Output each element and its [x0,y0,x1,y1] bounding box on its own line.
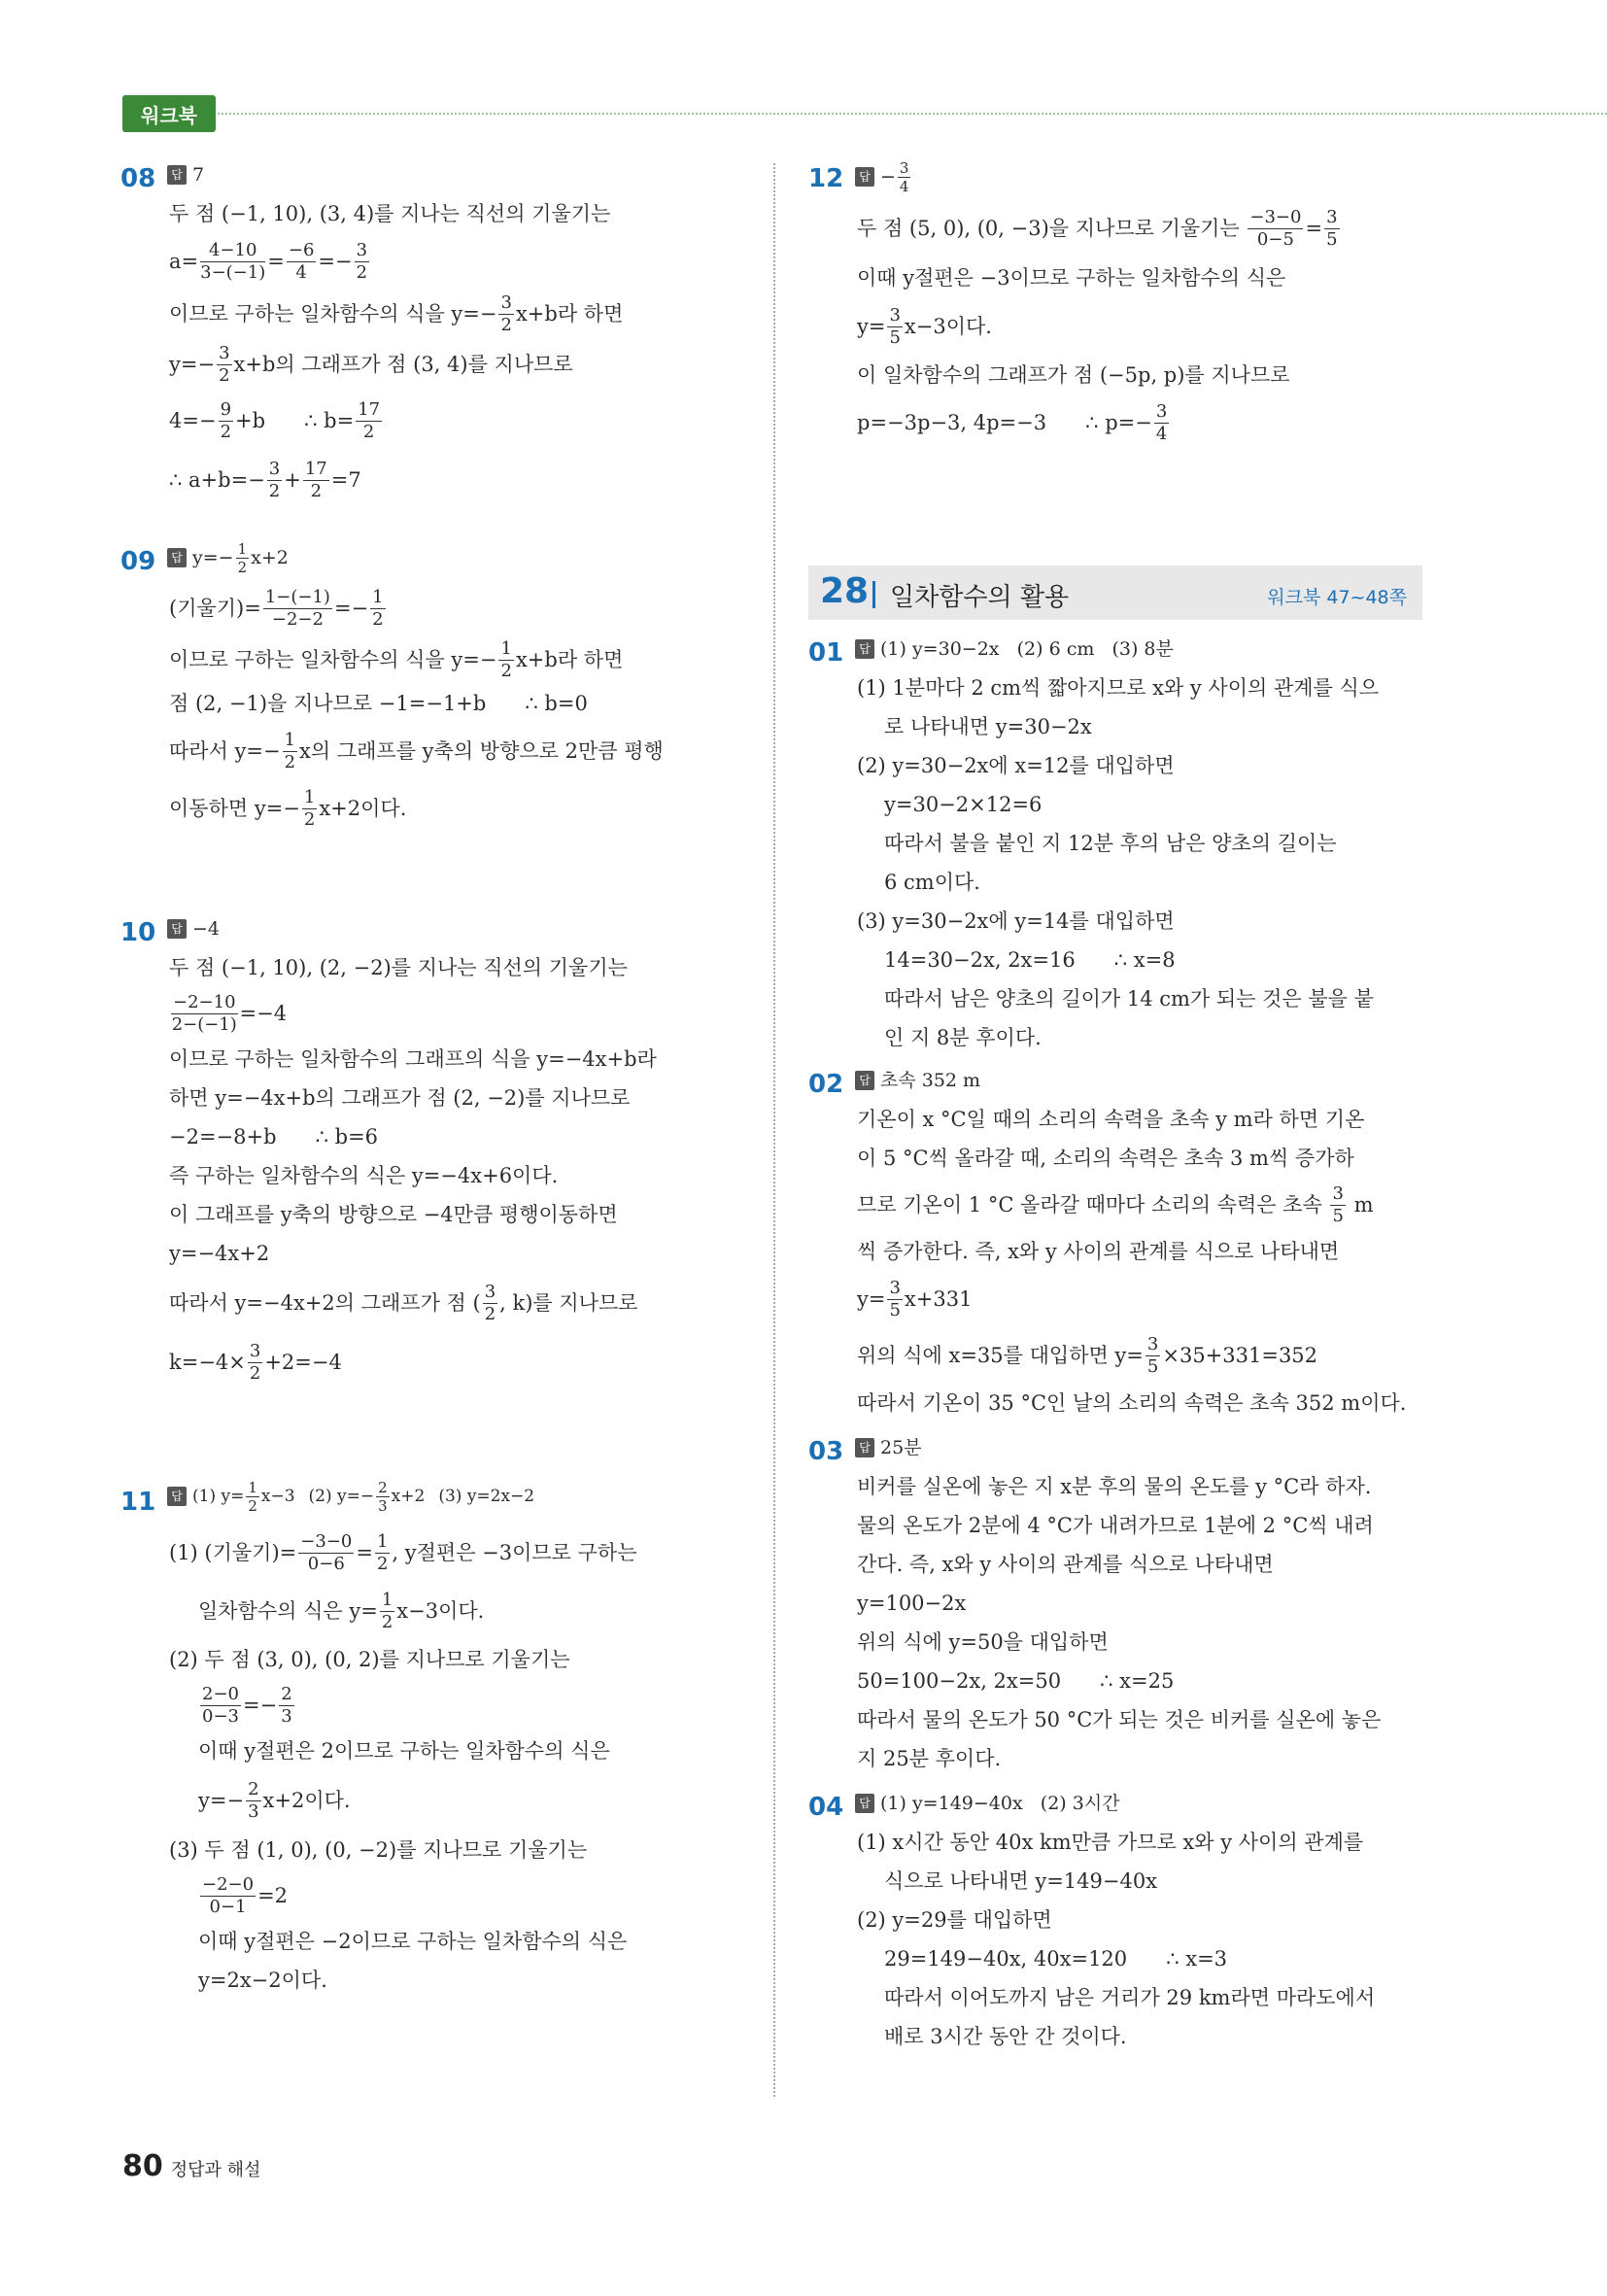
answer-badge: 답 [855,1438,874,1457]
section-header [808,565,1422,620]
fraction: $\frac{-6}{4}$ [288,239,315,283]
problem-04 [808,1784,1430,2056]
section-number: 28 [820,571,870,611]
solution-line: a= $\frac{4-10}{3-(-1)}$ = $\frac{-6}{4}$ =− $\frac{3}{2}$ [169,239,368,283]
solution-line: (3) y=30−2x에 y=14를 대입하면 [857,909,1175,933]
fraction: $\frac{2}{3}$ [281,1683,292,1727]
solution-line: y=2x−2이다. [198,1969,327,1992]
solution-line: 따라서 물의 온도가 50 °C가 되는 것은 비커를 실온에 놓은 [857,1708,1382,1731]
problem-02 [808,1061,1430,1422]
answer-line: 답 (1) y= $\frac{1}{2}$ x−3 (2) y=− $\frac{2}{3}$ x+2 (3) y=2x−2 [167,1469,742,1524]
fraction: $\frac{-2-0}{0-1}$ [202,1873,255,1917]
fraction: $\frac{1}{2}$ [500,637,512,681]
solution-line: 식으로 나타내면 y=149−40x [884,1869,1158,1893]
solution-line: 간다. 즉, x와 y 사이의 관계를 식으로 나타내면 [857,1553,1274,1576]
fraction: $\frac{1}{2}$ [372,586,384,630]
answer-line: 답 25분 [855,1428,1430,1467]
solution-line: 50=100−2x, 2x=50 ∴ x=25 [857,1669,1175,1693]
section-bar [872,581,875,608]
solution-line: 이때 y절편은 2이므로 구하는 일차함수의 식은 [198,1739,610,1763]
solution-line: 14=30−2x, 2x=16 ∴ x=8 [884,948,1176,972]
problem-11 [120,1469,742,2000]
answer-line: 답 − $\frac{3}{4}$ [855,155,1430,198]
answer-badge: 답 [167,1487,187,1506]
answer-text: 7 [192,164,205,186]
solution-line: y=− $\frac{2}{3}$ x+2이다. [198,1778,351,1822]
fraction: $\frac{9}{2}$ [220,398,232,442]
solution-line: ∴ a+b=− $\frac{3}{2}$ + $\frac{17}{2}$ =7 [169,458,361,501]
answer-badge: 답 [855,639,874,659]
solution-line: 이므로 구하는 일차함수의 식을 y=− $\frac{1}{2}$ x+b라 하면 [169,637,624,681]
solution-line: 배로 3시간 동안 간 것이다. [884,2025,1127,2048]
page-footer [122,2149,260,2183]
solution-line: 하면 y=−4x+b의 그래프가 점 (2, −2)를 지나므로 [169,1086,631,1110]
solution-line: 씩 증가한다. 즉, x와 y 사이의 관계를 식으로 나타내면 [857,1240,1340,1263]
fraction: $\frac{1}{2}$ [248,1478,257,1515]
solution-line: 이므로 구하는 일차함수의 식을 y=− $\frac{3}{2}$ x+b라 하면 [169,291,624,335]
solution-line: 위의 식에 x=35를 대입하면 y= $\frac{3}{5}$ ×35+331=352 [857,1333,1318,1377]
solution-line: 따라서 남은 양초의 길이가 14 cm가 되는 것은 불을 붙 [884,987,1374,1011]
fraction: $\frac{3}{5}$ [1326,206,1338,250]
solution-line: 위의 식에 y=50을 대입하면 [857,1630,1109,1654]
solution-line: 따라서 불을 붙인 지 12분 후의 남은 양초의 길이는 [884,832,1337,855]
workbook-tag: 워크북 [122,95,216,132]
solution-line: 므로 기온이 1 °C 올라갈 때마다 소리의 속력은 초속 $\frac{3}{5}$ m [857,1182,1374,1226]
solution-line: 따라서 기온이 35 °C인 날의 소리의 속력은 초속 352 m이다. [857,1391,1407,1415]
solution-line: 따라서 y=−4x+2의 그래프가 점 ( $\frac{3}{2}$ , k)를 지나므로 [169,1281,638,1324]
answer-badge: 답 [855,1071,874,1090]
solution-line: (1) (기울기)= $\frac{-3-0}{0-6}$ = $\frac{1}{2}$ , y절편은 −3이므로 구하는 [169,1530,637,1574]
answer-line: 답 (1) y=30−2x (2) 6 cm (3) 8분 [855,630,1430,668]
solution-line: 일차함수의 식은 y= $\frac{1}{2}$ x−3이다. [198,1589,485,1632]
answer-line: 답 초속 352 m [855,1061,1430,1100]
solution-line: 따라서 y=− $\frac{1}{2}$ x의 그래프를 y축의 방향으로 2만큼 평행 [169,729,664,772]
solution-line: y=−4x+2 [169,1242,270,1265]
solution-line: 이때 y절편은 −3이므로 구하는 일차함수의 식은 [857,266,1286,290]
answer-badge: 답 [167,165,187,185]
fraction: $\frac{3}{2}$ [500,291,512,335]
answer-line: 답 −4 [167,909,742,948]
fraction: $\frac{3}{4}$ [1155,400,1168,444]
fraction: $\frac{1}{2}$ [237,539,248,576]
fraction: $\frac{1}{2}$ [303,786,316,830]
solution-line: $\frac{2-0}{0-3}$ =− $\frac{2}{3}$ [202,1683,292,1727]
problem-number: 03 [808,1437,844,1466]
section-title: 일차함수의 활용 [890,583,1070,612]
fraction: $\frac{3}{2}$ [219,342,230,386]
solution-line: 29=149−40x, 40x=120 ∴ x=3 [884,1947,1228,1970]
solution-line: 비커를 실온에 놓은 지 x분 후의 물의 온도를 y °C라 하자. [857,1475,1372,1498]
left-column [120,155,742,2000]
solution-line: y=− $\frac{3}{2}$ x+b의 그래프가 점 (3, 4)를 지나므로 [169,342,573,386]
page-number: 80 [122,2149,163,2183]
problem-10 [120,909,742,1434]
solution-line: k=−4× $\frac{3}{2}$ +2=−4 [169,1340,342,1384]
solution-line: 이므로 구하는 일차함수의 그래프의 식을 y=−4x+b라 [169,1047,657,1071]
fraction: $\frac{1-(-1)}{-2-2}$ [264,586,330,630]
solution-line: (2) y=29를 대입하면 [857,1908,1052,1932]
solution-line: 이때 y절편은 −2이므로 구하는 일차함수의 식은 [198,1930,628,1953]
answer-line: 답 y=− $\frac{1}{2}$ x+2 [167,534,742,581]
solution-line: 이동하면 y=− $\frac{1}{2}$ x+2이다. [169,786,407,830]
solution-line: 이 일차함수의 그래프가 점 (−5p, p)를 지나므로 [857,363,1290,387]
right-column-section [808,630,1430,2056]
answer-line: 답 (1) y=149−40x (2) 3시간 [855,1784,1430,1823]
solution-line: (2) y=30−2x에 x=12를 대입하면 [857,754,1175,777]
solution-line: $\frac{-2-10}{2-(-1)}$ =−4 [171,991,288,1035]
answer-badge: 답 [167,548,187,567]
solution-line: 지 25분 후이다. [857,1747,1002,1770]
fraction: $\frac{17}{2}$ [358,398,381,442]
fraction: $\frac{4-10}{3-(-1)}$ [200,239,266,283]
answer-badge: 답 [167,919,187,939]
solution-line: 기온이 x °C일 때의 소리의 속력을 초속 y m라 하면 기온 [857,1108,1365,1131]
footer-label: 정답과 해설 [170,2160,261,2180]
fraction: $\frac{1}{2}$ [376,1530,389,1574]
workbook-reference: 워크북 47~48쪽 [1267,587,1407,608]
problem-01 [808,630,1430,1057]
answer-line [167,155,742,194]
solution-line: 두 점 (−1, 10), (2, −2)를 지나는 직선의 기울기는 [169,956,628,979]
header-rule [218,113,1607,115]
solution-line: 4=− $\frac{9}{2}$ +b ∴ b= $\frac{17}{2}$ [169,398,381,442]
fraction: $\frac{3}{5}$ [889,304,901,348]
solution-line: (1) x시간 동안 40x km만큼 가므로 x와 y 사이의 관계를 [857,1831,1364,1854]
solution-line: 인 지 8분 후이다. [884,1026,1042,1049]
solution-line: 이 그래프를 y축의 방향으로 −4만큼 평행이동하면 [169,1203,618,1226]
solution-line: (3) 두 점 (1, 0), (0, −2)를 지나므로 기울기는 [169,1838,588,1862]
solution-line: p=−3p−3, 4p=−3 ∴ p=− $\frac{3}{4}$ [857,400,1168,444]
fraction: $\frac{2-0}{0-3}$ [202,1683,239,1727]
solution-line: y= $\frac{3}{5}$ x+331 [857,1277,973,1320]
solution-line: 물의 온도가 2분에 4 °C가 내려가므로 1분에 2 °C씩 내려 [857,1514,1374,1537]
problem-09 [120,534,742,904]
problem-number: 10 [120,918,156,947]
problem-number: 01 [808,638,844,668]
column-divider [773,163,775,2097]
fraction: $\frac{17}{2}$ [304,458,327,501]
solution-line: 따라서 이어도까지 남은 거리가 29 km라면 마라도에서 [884,1986,1376,2009]
problem-number: 12 [808,164,844,193]
fraction: $\frac{1}{2}$ [381,1589,393,1632]
problem-number: 08 [120,164,156,193]
solution-line: (1) 1분마다 2 cm씩 짧아지므로 x와 y 사이의 관계를 식으 [857,676,1380,700]
solution-line: −2=−8+b ∴ b=6 [169,1125,379,1148]
fraction: $\frac{2}{3}$ [248,1778,259,1822]
fraction: $\frac{3}{2}$ [268,458,281,501]
fraction: $\frac{3}{4}$ [899,158,909,195]
problem-number: 11 [120,1488,156,1517]
solution-line: y= $\frac{3}{5}$ x−3이다. [857,304,992,348]
solution-line: (2) 두 점 (3, 0), (0, 2)를 지나므로 기울기는 [169,1648,570,1671]
solution-line: 로 나타내면 y=30−2x [884,715,1092,738]
problem-08 [120,155,742,515]
fraction: $\frac{2}{3}$ [378,1478,388,1515]
problem-number: 02 [808,1070,844,1099]
solution-line: 즉 구하는 일차함수의 식은 y=−4x+6이다. [169,1164,559,1187]
fraction: $\frac{-3-0}{0-5}$ [1249,206,1302,250]
answer-badge: 답 [855,167,874,187]
fraction: $\frac{3}{5}$ [1146,1333,1159,1377]
answer-badge: 답 [855,1794,874,1813]
solution-line: (기울기)= $\frac{1-(-1)}{-2-2}$ =− $\frac{1}{2}$ [169,586,384,630]
solution-line: y=100−2x [857,1592,967,1615]
problem-number: 04 [808,1793,844,1822]
fraction: $\frac{3}{2}$ [484,1281,496,1324]
solution-line: y=30−2×12=6 [884,793,1043,816]
solution-line: $\frac{-2-0}{0-1}$ =2 [202,1873,289,1917]
fraction: $\frac{3}{5}$ [1332,1182,1344,1226]
solution-line: 이 5 °C씩 올라갈 때, 소리의 속력은 초속 3 m씩 증가하 [857,1147,1354,1170]
solution-line: 6 cm이다. [884,871,980,894]
problem-03 [808,1428,1430,1778]
fraction: $\frac{3}{2}$ [356,239,368,283]
solution-line: 점 (2, −1)을 지나므로 −1=−1+b ∴ b=0 [169,692,588,715]
solution-line: 두 점 (−1, 10), (3, 4)를 지나는 직선의 기울기는 [169,202,611,225]
solution-line: 두 점 (5, 0), (0, −3)을 지나므로 기울기는 $\frac{-3-0}{0-5}$ = $\frac{3}{5}$ [857,206,1338,250]
fraction: $\frac{1}{2}$ [284,729,296,772]
fraction: $\frac{3}{5}$ [889,1277,901,1320]
fraction: $\frac{-3-0}{0-6}$ [300,1530,353,1574]
fraction: $\frac{-2-10}{2-(-1)}$ [171,991,237,1035]
problem-number: 09 [120,547,156,576]
fraction: $\frac{3}{2}$ [249,1340,261,1384]
problem-12 [808,155,1430,544]
right-column [808,155,1430,544]
